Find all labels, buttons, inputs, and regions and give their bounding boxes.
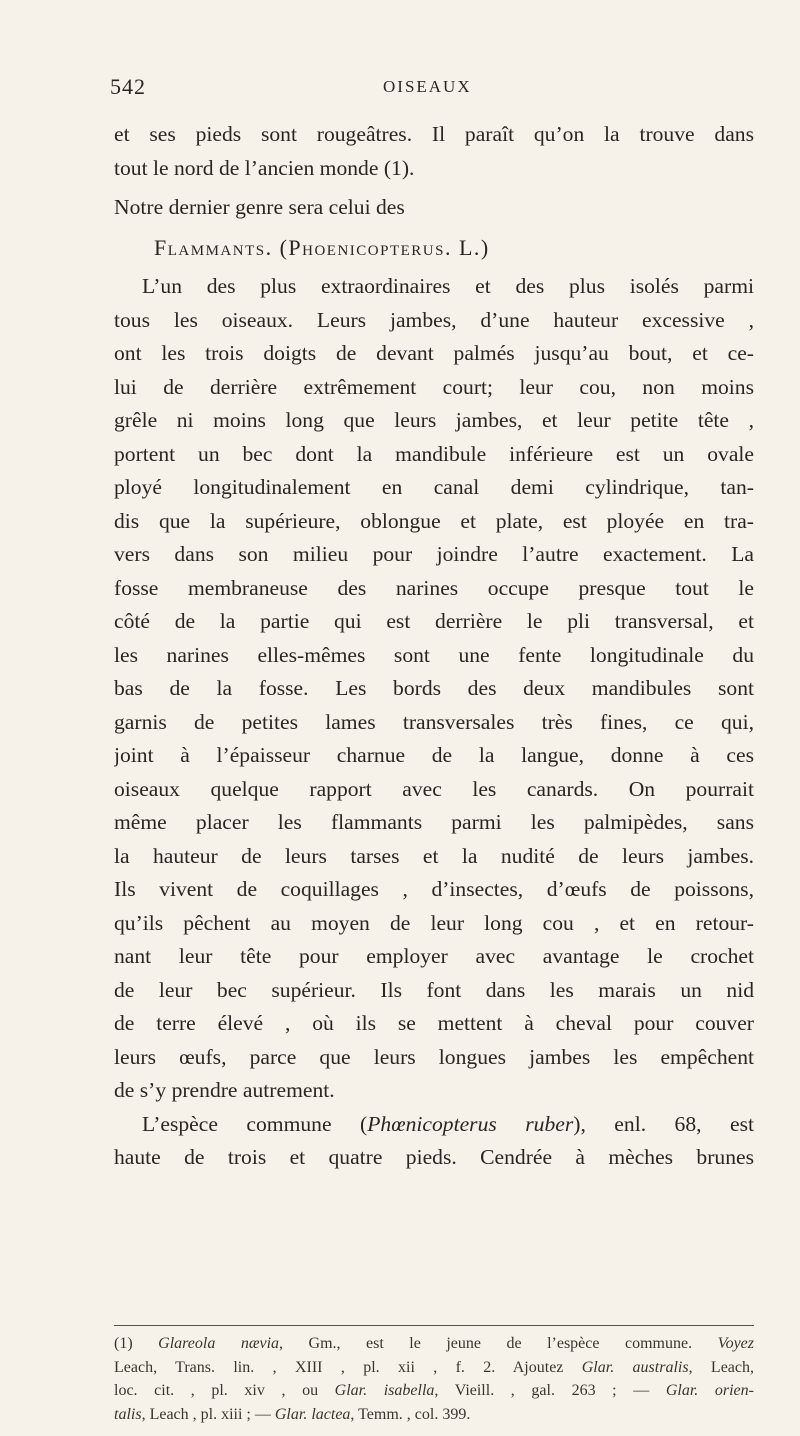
main-text — [114, 118, 754, 1175]
text-line: dis que la supérieure, oblongue et plate, est ployée en tra- — [114, 505, 754, 539]
text-fragment: , Temm. , col. 399. — [350, 1406, 470, 1423]
text-fragment: , Vieill. , gal. 263 ; — — [434, 1382, 665, 1399]
page-number: 542 — [110, 74, 146, 100]
text-line: L’un des plus extraordinaires et des plus isolés parmi — [114, 270, 754, 304]
species-name: Glar. orien- — [666, 1382, 754, 1399]
footnote-line — [114, 1332, 754, 1356]
text-line: de leur bec supérieur. Ils font dans les marais un nid — [114, 974, 754, 1008]
text-line — [114, 1108, 754, 1142]
text-line: ployé longitudinalement en canal demi cylindrique, tan- — [114, 471, 754, 505]
species-name: Phœnicopterus ruber — [367, 1112, 573, 1136]
text-line: haute de trois et quatre pieds. Cendrée à mèches brunes — [114, 1141, 754, 1175]
text-fragment: loc. cit. , pl. xiv , ou — [114, 1382, 335, 1399]
footnote — [114, 1332, 754, 1436]
genus-heading: Flammants. (Phoenicopterus. L.) — [114, 231, 754, 265]
text-line: Notre dernier genre sera celui des — [114, 191, 754, 225]
text-line: Ils vivent de coquillages , d’insectes, d’œufs de poissons, — [114, 873, 754, 907]
text-line: de terre élevé , où ils se mettent à cheval pour couver — [114, 1007, 754, 1041]
text-line: les narines elles-mêmes sont une fente longitudinale du — [114, 639, 754, 673]
footnote-divider — [114, 1325, 754, 1326]
text-fragment: , Leach, — [689, 1359, 754, 1376]
footnote-line — [114, 1403, 754, 1436]
text-line: ont les trois doigts de devant palmés jusqu’au bout, et ce- — [114, 337, 754, 371]
text-line: lui de derrière extrêmement court; leur cou, non moins — [114, 371, 754, 405]
text-fragment: , Gm., est le jeune de l’espèce commune. — [279, 1335, 718, 1352]
text-line: qu’ils pêchent au moyen de leur long cou , et en retour- — [114, 907, 754, 941]
text-line: garnis de petites lames transversales très fines, ce qui, — [114, 706, 754, 740]
footnote-marker: (1) — [114, 1335, 158, 1352]
text-line: fosse membraneuse des narines occupe presque tout le — [114, 572, 754, 606]
footnote-line — [114, 1379, 754, 1403]
species-name: Glareola nævia — [158, 1335, 279, 1352]
text-fragment: , Leach , pl. xiii ; — — [142, 1406, 275, 1423]
species-name: Glar. isabella — [335, 1382, 435, 1399]
footnote-line — [114, 1356, 754, 1380]
species-name: Glar. lactea — [275, 1406, 351, 1423]
citation-word: Voyez — [718, 1335, 754, 1352]
text-line: portent un bec dont la mandibule inférieure est un ovale — [114, 438, 754, 472]
species-name: Glar. australis — [582, 1359, 689, 1376]
text-line: oiseaux quelque rapport avec les canards. On pourrait — [114, 773, 754, 807]
text-line: bas de la fosse. Les bords des deux mandibules sont — [114, 672, 754, 706]
text-line: de s’y prendre autrement. — [114, 1074, 754, 1108]
text-line: leurs œufs, parce que leurs longues jambes les empêchent — [114, 1041, 754, 1075]
text-fragment: ), enl. 68, est — [573, 1112, 754, 1136]
text-line: vers dans son milieu pour joindre l’autre exactement. La — [114, 538, 754, 572]
text-line: et ses pieds sont rougeâtres. Il paraît qu’on la trouve dans — [114, 118, 754, 152]
text-line: tous les oiseaux. Leurs jambes, d’une hauteur excessive , — [114, 304, 754, 338]
species-name: talis — [114, 1406, 142, 1423]
text-fragment: Leach, Trans. lin. , XIII , pl. xii , f. 2. Ajoutez — [114, 1359, 582, 1376]
text-line: grêle ni moins long que leurs jambes, et leur petite tête , — [114, 404, 754, 438]
page-header — [110, 74, 740, 104]
text-line: nant leur tête pour employer avec avantage le crochet — [114, 940, 754, 974]
text-line: tout le nord de l’ancien monde (1). — [114, 152, 754, 186]
text-line: joint à l’épaisseur charnue de la langue, donne à ces — [114, 739, 754, 773]
text-fragment: L’espèce commune ( — [142, 1112, 367, 1136]
text-line: la hauteur de leurs tarses et la nudité de leurs jambes. — [114, 840, 754, 874]
text-line: même placer les flammants parmi les palmipèdes, sans — [114, 806, 754, 840]
running-head: OISEAUX — [383, 77, 472, 97]
text-line: côté de la partie qui est derrière le pli transversal, et — [114, 605, 754, 639]
